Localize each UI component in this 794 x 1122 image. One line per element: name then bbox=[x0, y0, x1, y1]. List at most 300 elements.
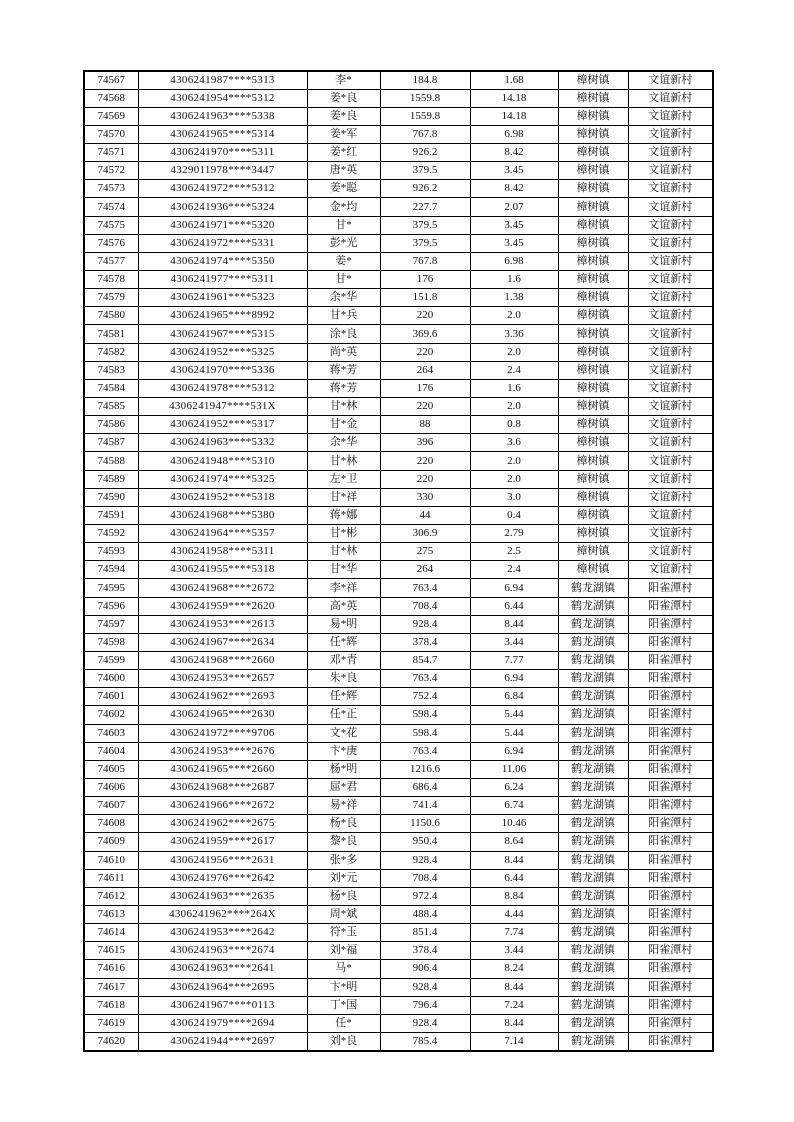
cell-id-number: 4306241967****5315 bbox=[138, 325, 307, 343]
cell-id-number: 4306241970****5336 bbox=[138, 361, 307, 379]
cell-id-number: 4306241963****2641 bbox=[138, 960, 307, 978]
table-row bbox=[84, 724, 713, 742]
cell-id-number: 4306241963****5332 bbox=[138, 434, 307, 452]
table-row bbox=[84, 198, 713, 216]
cell-amount: 763.4 bbox=[380, 670, 470, 688]
cell-area: 8.64 bbox=[470, 833, 558, 851]
cell-id-number: 4306241947****531X bbox=[138, 398, 307, 416]
cell-village: 文谊新村 bbox=[628, 289, 713, 307]
cell-village: 阳雀潭村 bbox=[628, 887, 713, 905]
cell-town: 鹤龙湖镇 bbox=[558, 905, 628, 923]
cell-amount: 264 bbox=[380, 361, 470, 379]
cell-name: 杨*良 bbox=[307, 815, 380, 833]
cell-amount: 379.5 bbox=[380, 216, 470, 234]
cell-area: 6.24 bbox=[470, 778, 558, 796]
cell-id-number: 4306241967****2634 bbox=[138, 633, 307, 651]
cell-name: 甘*华 bbox=[307, 561, 380, 579]
cell-area: 6.84 bbox=[470, 688, 558, 706]
cell-serial: 74605 bbox=[84, 760, 138, 778]
cell-id-number: 4306241962****2693 bbox=[138, 688, 307, 706]
cell-village: 文谊新村 bbox=[628, 162, 713, 180]
cell-village: 文谊新村 bbox=[628, 343, 713, 361]
cell-amount: 928.4 bbox=[380, 851, 470, 869]
cell-village: 文谊新村 bbox=[628, 361, 713, 379]
cell-name: 姜*军 bbox=[307, 125, 380, 143]
cell-amount: 378.4 bbox=[380, 942, 470, 960]
cell-serial: 74611 bbox=[84, 869, 138, 887]
cell-name: 李*祥 bbox=[307, 579, 380, 597]
cell-serial: 74599 bbox=[84, 652, 138, 670]
cell-amount: 708.4 bbox=[380, 597, 470, 615]
cell-village: 文谊新村 bbox=[628, 488, 713, 506]
cell-id-number: 4306241959****2620 bbox=[138, 597, 307, 615]
table-row bbox=[84, 742, 713, 760]
cell-serial: 74620 bbox=[84, 1032, 138, 1050]
cell-town: 樟树镇 bbox=[558, 234, 628, 252]
cell-id-number: 4306241955****5318 bbox=[138, 561, 307, 579]
cell-serial: 74601 bbox=[84, 688, 138, 706]
cell-name: 高*英 bbox=[307, 597, 380, 615]
cell-area: 6.44 bbox=[470, 869, 558, 887]
cell-town: 鹤龙湖镇 bbox=[558, 688, 628, 706]
cell-village: 阳雀潭村 bbox=[628, 797, 713, 815]
cell-area: 2.0 bbox=[470, 470, 558, 488]
table-row bbox=[84, 506, 713, 524]
table-row bbox=[84, 525, 713, 543]
cell-name: 易*祥 bbox=[307, 797, 380, 815]
cell-id-number: 4329011978****3447 bbox=[138, 162, 307, 180]
cell-serial: 74588 bbox=[84, 452, 138, 470]
cell-serial: 74585 bbox=[84, 398, 138, 416]
cell-serial: 74615 bbox=[84, 942, 138, 960]
cell-area: 2.0 bbox=[470, 452, 558, 470]
cell-name: 丁*国 bbox=[307, 996, 380, 1014]
cell-name: 符*玉 bbox=[307, 924, 380, 942]
cell-area: 3.45 bbox=[470, 234, 558, 252]
cell-id-number: 4306241967****0113 bbox=[138, 996, 307, 1014]
table-row bbox=[84, 234, 713, 252]
cell-serial: 74582 bbox=[84, 343, 138, 361]
cell-name: 刘*福 bbox=[307, 942, 380, 960]
cell-name: 任*辉 bbox=[307, 633, 380, 651]
table-row bbox=[84, 996, 713, 1014]
cell-town: 鹤龙湖镇 bbox=[558, 579, 628, 597]
cell-village: 阳雀潭村 bbox=[628, 688, 713, 706]
cell-id-number: 4306241974****5325 bbox=[138, 470, 307, 488]
cell-id-number: 4306241953****2657 bbox=[138, 670, 307, 688]
cell-village: 阳雀潭村 bbox=[628, 615, 713, 633]
cell-area: 3.44 bbox=[470, 633, 558, 651]
cell-village: 阳雀潭村 bbox=[628, 760, 713, 778]
cell-name: 彭*光 bbox=[307, 234, 380, 252]
cell-amount: 44 bbox=[380, 506, 470, 524]
cell-town: 樟树镇 bbox=[558, 470, 628, 488]
cell-area: 2.5 bbox=[470, 543, 558, 561]
cell-name: 余*华 bbox=[307, 434, 380, 452]
cell-id-number: 4306241963****2635 bbox=[138, 887, 307, 905]
table-row bbox=[84, 905, 713, 923]
cell-id-number: 4306241962****2675 bbox=[138, 815, 307, 833]
cell-town: 樟树镇 bbox=[558, 343, 628, 361]
cell-amount: 796.4 bbox=[380, 996, 470, 1014]
cell-town: 鹤龙湖镇 bbox=[558, 815, 628, 833]
cell-town: 樟树镇 bbox=[558, 271, 628, 289]
cell-serial: 74617 bbox=[84, 978, 138, 996]
cell-name: 杨*明 bbox=[307, 760, 380, 778]
cell-name: 蒋*芳 bbox=[307, 379, 380, 397]
cell-village: 文谊新村 bbox=[628, 543, 713, 561]
cell-amount: 767.8 bbox=[380, 125, 470, 143]
cell-id-number: 4306241972****5312 bbox=[138, 180, 307, 198]
table-row bbox=[84, 216, 713, 234]
subsidy-table bbox=[83, 70, 714, 1052]
cell-name: 甘*金 bbox=[307, 416, 380, 434]
cell-village: 文谊新村 bbox=[628, 271, 713, 289]
cell-name: 甘*兵 bbox=[307, 307, 380, 325]
table-row bbox=[84, 597, 713, 615]
cell-serial: 74603 bbox=[84, 724, 138, 742]
cell-serial: 74583 bbox=[84, 361, 138, 379]
cell-id-number: 4306241970****5311 bbox=[138, 144, 307, 162]
cell-serial: 74613 bbox=[84, 905, 138, 923]
cell-serial: 74573 bbox=[84, 180, 138, 198]
cell-id-number: 4306241954****5312 bbox=[138, 89, 307, 107]
cell-area: 1.6 bbox=[470, 379, 558, 397]
table-row bbox=[84, 307, 713, 325]
cell-amount: 972.4 bbox=[380, 887, 470, 905]
cell-area: 6.74 bbox=[470, 797, 558, 815]
cell-town: 鹤龙湖镇 bbox=[558, 996, 628, 1014]
cell-serial: 74600 bbox=[84, 670, 138, 688]
table-row bbox=[84, 488, 713, 506]
table-row bbox=[84, 924, 713, 942]
cell-serial: 74595 bbox=[84, 579, 138, 597]
table-row bbox=[84, 887, 713, 905]
cell-amount: 220 bbox=[380, 307, 470, 325]
cell-town: 鹤龙湖镇 bbox=[558, 942, 628, 960]
cell-town: 鹤龙湖镇 bbox=[558, 960, 628, 978]
cell-area: 0.4 bbox=[470, 506, 558, 524]
cell-name: 黎*良 bbox=[307, 833, 380, 851]
cell-village: 文谊新村 bbox=[628, 125, 713, 143]
cell-name: 蒋*娜 bbox=[307, 506, 380, 524]
table-row bbox=[84, 89, 713, 107]
cell-area: 8.42 bbox=[470, 144, 558, 162]
cell-village: 阳雀潭村 bbox=[628, 996, 713, 1014]
cell-area: 3.45 bbox=[470, 162, 558, 180]
cell-id-number: 4306241978****5312 bbox=[138, 379, 307, 397]
cell-amount: 686.4 bbox=[380, 778, 470, 796]
cell-town: 樟树镇 bbox=[558, 325, 628, 343]
cell-amount: 369.6 bbox=[380, 325, 470, 343]
cell-town: 樟树镇 bbox=[558, 144, 628, 162]
cell-village: 文谊新村 bbox=[628, 416, 713, 434]
cell-id-number: 4306241948****5310 bbox=[138, 452, 307, 470]
cell-village: 文谊新村 bbox=[628, 379, 713, 397]
cell-town: 樟树镇 bbox=[558, 125, 628, 143]
cell-id-number: 4306241953****2676 bbox=[138, 742, 307, 760]
cell-amount: 928.4 bbox=[380, 978, 470, 996]
cell-town: 樟树镇 bbox=[558, 107, 628, 125]
cell-id-number: 4306241944****2697 bbox=[138, 1032, 307, 1050]
cell-id-number: 4306241972****5331 bbox=[138, 234, 307, 252]
cell-town: 鹤龙湖镇 bbox=[558, 797, 628, 815]
cell-area: 7.74 bbox=[470, 924, 558, 942]
cell-area: 11.06 bbox=[470, 760, 558, 778]
cell-name: 易*明 bbox=[307, 615, 380, 633]
cell-name: 甘*彬 bbox=[307, 525, 380, 543]
cell-town: 樟树镇 bbox=[558, 180, 628, 198]
cell-name: 马* bbox=[307, 960, 380, 978]
cell-serial: 74579 bbox=[84, 289, 138, 307]
cell-village: 阳雀潭村 bbox=[628, 706, 713, 724]
cell-town: 鹤龙湖镇 bbox=[558, 670, 628, 688]
cell-serial: 74580 bbox=[84, 307, 138, 325]
cell-name: 任*正 bbox=[307, 706, 380, 724]
cell-name: 金*均 bbox=[307, 198, 380, 216]
cell-village: 文谊新村 bbox=[628, 434, 713, 452]
cell-town: 鹤龙湖镇 bbox=[558, 706, 628, 724]
cell-town: 鹤龙湖镇 bbox=[558, 887, 628, 905]
cell-serial: 74614 bbox=[84, 924, 138, 942]
cell-id-number: 4306241976****2642 bbox=[138, 869, 307, 887]
cell-village: 文谊新村 bbox=[628, 198, 713, 216]
cell-id-number: 4306241959****2617 bbox=[138, 833, 307, 851]
cell-id-number: 4306241966****2672 bbox=[138, 797, 307, 815]
cell-area: 3.36 bbox=[470, 325, 558, 343]
cell-area: 6.94 bbox=[470, 670, 558, 688]
table-row bbox=[84, 797, 713, 815]
cell-amount: 1216.6 bbox=[380, 760, 470, 778]
cell-town: 鹤龙湖镇 bbox=[558, 724, 628, 742]
cell-serial: 74584 bbox=[84, 379, 138, 397]
cell-id-number: 4306241964****5357 bbox=[138, 525, 307, 543]
cell-amount: 378.4 bbox=[380, 633, 470, 651]
cell-village: 阳雀潭村 bbox=[628, 742, 713, 760]
cell-name: 任*辉 bbox=[307, 688, 380, 706]
cell-serial: 74572 bbox=[84, 162, 138, 180]
table-row bbox=[84, 379, 713, 397]
cell-id-number: 4306241965****5314 bbox=[138, 125, 307, 143]
table-body bbox=[84, 71, 713, 1051]
cell-serial: 74598 bbox=[84, 633, 138, 651]
cell-village: 文谊新村 bbox=[628, 180, 713, 198]
cell-amount: 379.5 bbox=[380, 234, 470, 252]
cell-id-number: 4306241963****2674 bbox=[138, 942, 307, 960]
cell-village: 文谊新村 bbox=[628, 506, 713, 524]
cell-village: 文谊新村 bbox=[628, 307, 713, 325]
cell-name: 张*多 bbox=[307, 851, 380, 869]
cell-village: 文谊新村 bbox=[628, 71, 713, 89]
cell-town: 鹤龙湖镇 bbox=[558, 742, 628, 760]
cell-name: 甘*林 bbox=[307, 452, 380, 470]
table-row bbox=[84, 760, 713, 778]
cell-serial: 74618 bbox=[84, 996, 138, 1014]
cell-amount: 396 bbox=[380, 434, 470, 452]
cell-area: 3.6 bbox=[470, 434, 558, 452]
cell-village: 文谊新村 bbox=[628, 216, 713, 234]
cell-town: 鹤龙湖镇 bbox=[558, 1032, 628, 1050]
cell-amount: 220 bbox=[380, 470, 470, 488]
table-row bbox=[84, 107, 713, 125]
cell-area: 10.46 bbox=[470, 815, 558, 833]
cell-name: 左*卫 bbox=[307, 470, 380, 488]
cell-village: 阳雀潭村 bbox=[628, 652, 713, 670]
cell-name: 尚*英 bbox=[307, 343, 380, 361]
cell-area: 2.0 bbox=[470, 398, 558, 416]
cell-town: 鹤龙湖镇 bbox=[558, 760, 628, 778]
table-row bbox=[84, 833, 713, 851]
cell-area: 8.24 bbox=[470, 960, 558, 978]
cell-village: 阳雀潭村 bbox=[628, 670, 713, 688]
cell-area: 5.44 bbox=[470, 706, 558, 724]
cell-area: 4.44 bbox=[470, 905, 558, 923]
cell-serial: 74575 bbox=[84, 216, 138, 234]
cell-serial: 74608 bbox=[84, 815, 138, 833]
cell-name: 余*华 bbox=[307, 289, 380, 307]
cell-village: 阳雀潭村 bbox=[628, 724, 713, 742]
cell-id-number: 4306241965****2660 bbox=[138, 760, 307, 778]
cell-amount: 220 bbox=[380, 452, 470, 470]
cell-village: 阳雀潭村 bbox=[628, 942, 713, 960]
cell-village: 阳雀潭村 bbox=[628, 924, 713, 942]
cell-area: 6.44 bbox=[470, 597, 558, 615]
cell-amount: 926.2 bbox=[380, 180, 470, 198]
cell-area: 1.38 bbox=[470, 289, 558, 307]
cell-name: 甘* bbox=[307, 216, 380, 234]
cell-name: 朱*良 bbox=[307, 670, 380, 688]
cell-amount: 176 bbox=[380, 271, 470, 289]
cell-area: 0.8 bbox=[470, 416, 558, 434]
cell-serial: 74570 bbox=[84, 125, 138, 143]
cell-amount: 906.4 bbox=[380, 960, 470, 978]
table-row bbox=[84, 361, 713, 379]
cell-id-number: 4306241952****5325 bbox=[138, 343, 307, 361]
cell-id-number: 4306241936****5324 bbox=[138, 198, 307, 216]
cell-area: 6.94 bbox=[470, 579, 558, 597]
table-row bbox=[84, 815, 713, 833]
cell-serial: 74590 bbox=[84, 488, 138, 506]
cell-town: 鹤龙湖镇 bbox=[558, 1014, 628, 1032]
table-row bbox=[84, 688, 713, 706]
cell-amount: 928.4 bbox=[380, 1014, 470, 1032]
table-row bbox=[84, 434, 713, 452]
cell-name: 卞*庚 bbox=[307, 742, 380, 760]
cell-serial: 74610 bbox=[84, 851, 138, 869]
cell-village: 阳雀潭村 bbox=[628, 833, 713, 851]
cell-serial: 74592 bbox=[84, 525, 138, 543]
cell-amount: 184.8 bbox=[380, 71, 470, 89]
cell-name: 姜*聪 bbox=[307, 180, 380, 198]
table-row bbox=[84, 652, 713, 670]
cell-serial: 74602 bbox=[84, 706, 138, 724]
cell-serial: 74581 bbox=[84, 325, 138, 343]
cell-name: 涂*良 bbox=[307, 325, 380, 343]
cell-serial: 74596 bbox=[84, 597, 138, 615]
cell-area: 2.07 bbox=[470, 198, 558, 216]
cell-id-number: 4306241963****5338 bbox=[138, 107, 307, 125]
cell-area: 14.18 bbox=[470, 89, 558, 107]
cell-amount: 306.9 bbox=[380, 525, 470, 543]
table-row bbox=[84, 615, 713, 633]
cell-name: 姜*良 bbox=[307, 89, 380, 107]
table-row bbox=[84, 942, 713, 960]
cell-village: 阳雀潭村 bbox=[628, 633, 713, 651]
cell-name: 文*花 bbox=[307, 724, 380, 742]
cell-amount: 763.4 bbox=[380, 742, 470, 760]
cell-area: 3.45 bbox=[470, 216, 558, 234]
table-row bbox=[84, 71, 713, 89]
cell-amount: 926.2 bbox=[380, 144, 470, 162]
cell-village: 阳雀潭村 bbox=[628, 778, 713, 796]
cell-area: 3.44 bbox=[470, 942, 558, 960]
cell-area: 7.77 bbox=[470, 652, 558, 670]
table-row bbox=[84, 452, 713, 470]
table-row bbox=[84, 633, 713, 651]
cell-name: 唐*英 bbox=[307, 162, 380, 180]
table-row bbox=[84, 252, 713, 270]
table-row bbox=[84, 579, 713, 597]
cell-amount: 1559.8 bbox=[380, 89, 470, 107]
cell-serial: 74609 bbox=[84, 833, 138, 851]
cell-village: 阳雀潭村 bbox=[628, 597, 713, 615]
cell-serial: 74597 bbox=[84, 615, 138, 633]
cell-area: 6.94 bbox=[470, 742, 558, 760]
cell-name: 刘*元 bbox=[307, 869, 380, 887]
cell-village: 阳雀潭村 bbox=[628, 1014, 713, 1032]
cell-amount: 763.4 bbox=[380, 579, 470, 597]
cell-village: 阳雀潭村 bbox=[628, 579, 713, 597]
table-row bbox=[84, 289, 713, 307]
cell-serial: 74578 bbox=[84, 271, 138, 289]
cell-amount: 379.5 bbox=[380, 162, 470, 180]
cell-area: 14.18 bbox=[470, 107, 558, 125]
cell-serial: 74589 bbox=[84, 470, 138, 488]
table-row bbox=[84, 125, 713, 143]
cell-serial: 74612 bbox=[84, 887, 138, 905]
cell-name: 卞*明 bbox=[307, 978, 380, 996]
cell-village: 文谊新村 bbox=[628, 107, 713, 125]
cell-town: 鹤龙湖镇 bbox=[558, 615, 628, 633]
cell-serial: 74619 bbox=[84, 1014, 138, 1032]
cell-id-number: 4306241956****2631 bbox=[138, 851, 307, 869]
table-row bbox=[84, 398, 713, 416]
cell-serial: 74593 bbox=[84, 543, 138, 561]
cell-village: 文谊新村 bbox=[628, 561, 713, 579]
cell-town: 樟树镇 bbox=[558, 398, 628, 416]
cell-amount: 220 bbox=[380, 398, 470, 416]
cell-name: 李* bbox=[307, 71, 380, 89]
cell-serial: 74591 bbox=[84, 506, 138, 524]
cell-id-number: 4306241953****2613 bbox=[138, 615, 307, 633]
cell-id-number: 4306241961****5323 bbox=[138, 289, 307, 307]
cell-id-number: 4306241952****5318 bbox=[138, 488, 307, 506]
cell-area: 2.0 bbox=[470, 307, 558, 325]
cell-village: 阳雀潭村 bbox=[628, 869, 713, 887]
cell-serial: 74577 bbox=[84, 252, 138, 270]
cell-town: 樟树镇 bbox=[558, 361, 628, 379]
table-row bbox=[84, 1014, 713, 1032]
cell-name: 刘*良 bbox=[307, 1032, 380, 1050]
cell-area: 2.0 bbox=[470, 343, 558, 361]
table-row bbox=[84, 561, 713, 579]
table-row bbox=[84, 470, 713, 488]
cell-town: 鹤龙湖镇 bbox=[558, 778, 628, 796]
cell-name: 甘*林 bbox=[307, 398, 380, 416]
table-row bbox=[84, 543, 713, 561]
cell-area: 2.4 bbox=[470, 361, 558, 379]
cell-id-number: 4306241974****5350 bbox=[138, 252, 307, 270]
